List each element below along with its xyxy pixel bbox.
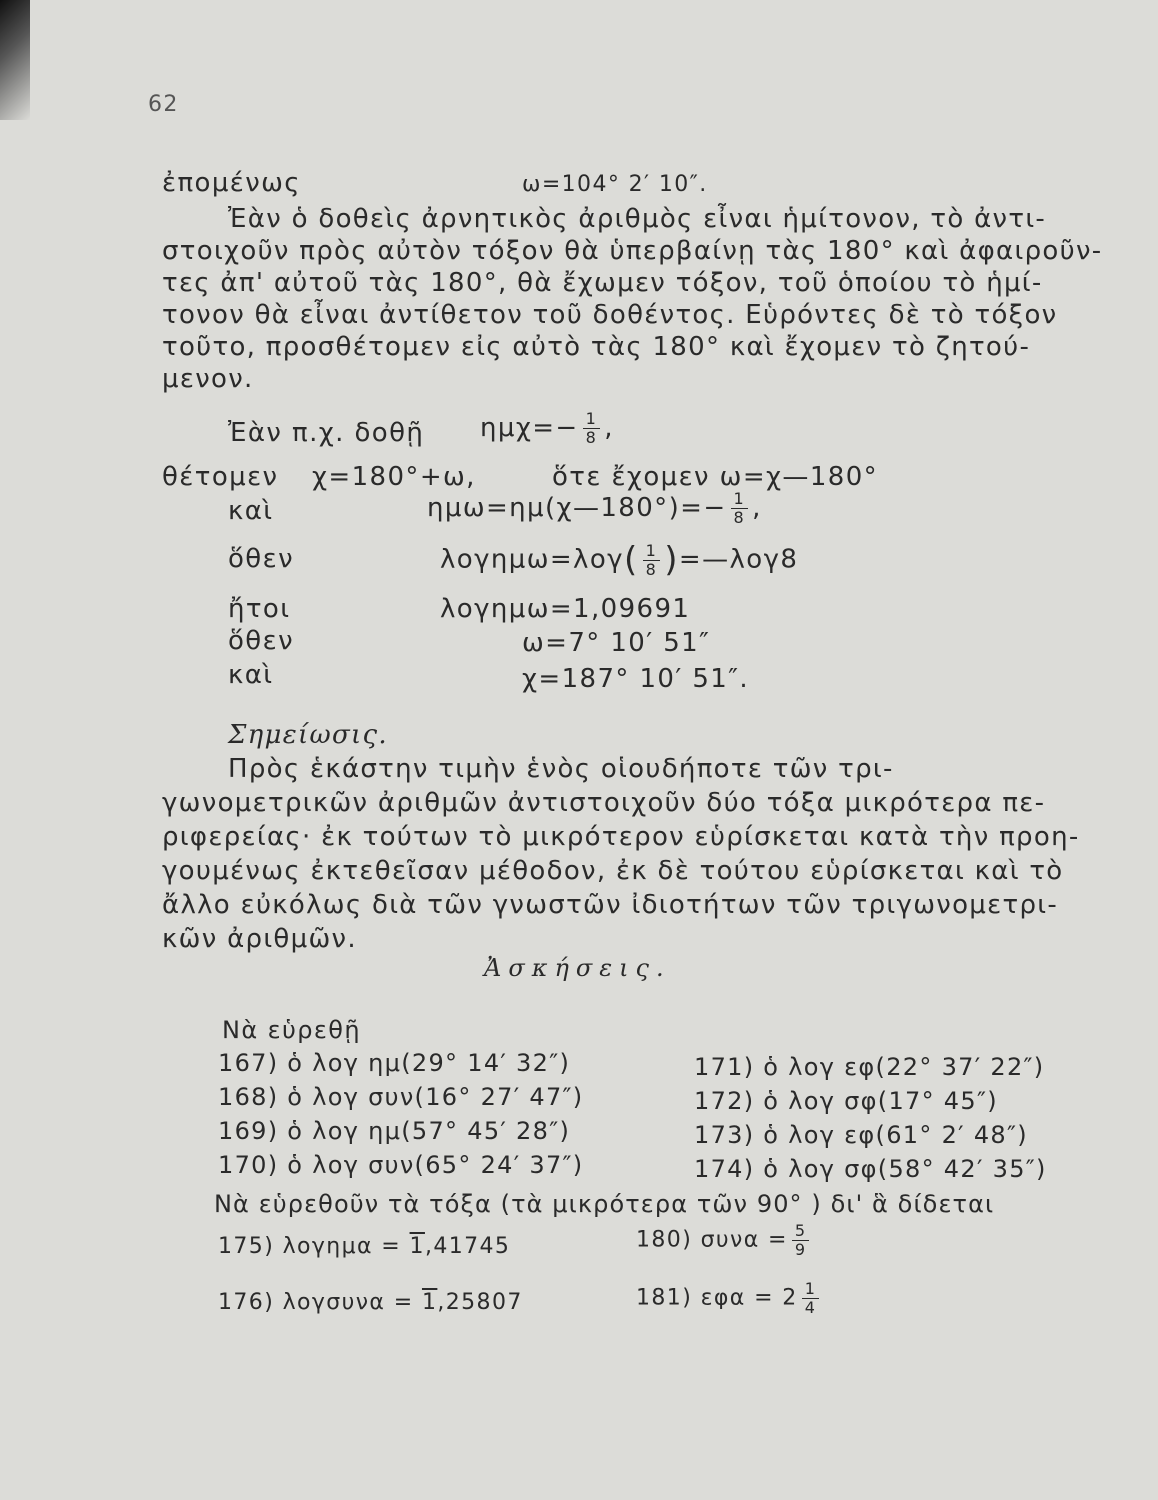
fraction-numerator: 1 — [731, 490, 749, 509]
open-paren: ( — [623, 540, 639, 580]
fraction-numerator: 1 — [583, 410, 601, 429]
exercise-item: 173) ὁ λογ εφ(61° 2′ 48″) — [694, 1121, 1028, 1149]
note-line: ριφερείας· ἐκ τούτων τὸ μικρότερον εὑρίσκεται κατὰ τὴν προη- — [162, 822, 1080, 852]
example-line-1-label: Ἐὰν π.χ. δοθῇ — [228, 418, 425, 448]
note-first-line — [162, 718, 1080, 786]
example-line-3-label: καὶ — [228, 496, 274, 526]
scan-edge-shadow — [0, 0, 30, 120]
fraction-denominator: 4 — [804, 1298, 817, 1317]
fraction-denominator: 8 — [733, 508, 746, 527]
note-line: κῶν ἀριθμῶν. — [162, 924, 357, 954]
exercises-prompt-1: Νὰ εὑρεθῇ — [222, 1016, 361, 1044]
exercise-180 — [636, 1222, 813, 1259]
close-paren: ) — [664, 540, 679, 580]
fraction — [792, 1222, 810, 1259]
fraction-numerator: 1 — [643, 542, 661, 561]
fraction-numerator: 5 — [792, 1222, 810, 1241]
example-line-6-label: ὅθεν — [228, 626, 294, 656]
example-line-4-label: ὅθεν — [228, 544, 294, 574]
intro-label: ἐπομένως — [162, 168, 301, 198]
exercise-value: ,41745 — [424, 1234, 511, 1259]
fraction — [643, 542, 661, 579]
fraction-numerator: 1 — [802, 1280, 820, 1299]
exercise-item: 171) ὁ λογ εφ(22° 37′ 22″) — [694, 1053, 1045, 1081]
exercise-176 — [218, 1290, 523, 1315]
exercise-item: 168) ὁ λογ συν(16° 27′ 47″) — [218, 1083, 584, 1111]
page-number: 62 — [148, 92, 179, 117]
exercise-item: 174) ὁ λογ σφ(58° 42′ 35″) — [694, 1155, 1047, 1183]
paragraph-1-line: τονον θὰ εἶναι ἀντίθετον τοῦ δοθέντος. Εὑρόντες δὲ τὸ τόξον — [162, 300, 1058, 330]
formula-text: λογημω=λογ — [440, 544, 624, 575]
exercise-item: 170) ὁ λογ συν(65° 24′ 37″) — [218, 1151, 584, 1179]
exercise-label: 181) εφα = 2 — [636, 1285, 798, 1311]
note-line: γωνομετρικῶν ἀριθμῶν ἀντιστοιχοῦν δύο τόξα μικρότερα πε- — [162, 788, 1046, 818]
paragraph-1-line: τοῦτο, προσθέτομεν εἰς αὐτὸ τὰς 180° καὶ ἔχομεν τὸ ζητού- — [162, 332, 1031, 362]
paragraph-1-line: μενον. — [162, 364, 254, 394]
paragraph-1 — [162, 203, 1102, 395]
example-line-3-formula — [427, 490, 762, 527]
example-line-2-formula: χ=180°+ω, — [312, 462, 476, 492]
formula-end: , — [752, 493, 762, 523]
exercise-label: 176) λογσυνα = — [218, 1290, 414, 1315]
fraction — [802, 1280, 820, 1317]
paragraph-1-line: Ἐὰν ὁ δοθεὶς ἀρνητικὸς ἀριθμὸς εἶναι ἡμίτονον, τὸ ἀντι- — [228, 204, 1047, 234]
fraction — [583, 410, 601, 447]
exercises-left-column — [218, 1046, 583, 1182]
example-line-6-formula: ω=7° 10′ 51″ — [522, 628, 711, 658]
fraction — [731, 490, 749, 527]
paragraph-1-line: στοιχοῦν πρὸς αὐτὸν τόξον θὰ ὑπερβαίνῃ τὰς 180° καὶ ἀφαιροῦν- — [162, 236, 1103, 266]
paragraph-1-line: τες ἀπ' αὐτοῦ τὰς 180°, θὰ ἔχωμεν τόξον, τοῦ ὁποίου τὸ ἡμί- — [162, 268, 1043, 298]
fraction-denominator: 8 — [645, 559, 658, 579]
example-line-7-formula: χ=187° 10′ 51″. — [522, 664, 750, 694]
bar-digit: 1 — [421, 1290, 438, 1315]
exercise-label: 175) λογημα = — [218, 1234, 402, 1259]
example-line-7-label: καὶ — [228, 660, 274, 690]
example-line-4-formula — [440, 540, 798, 580]
note-title: Σημείωσις. — [228, 720, 388, 750]
formula-end: =—λογ8 — [678, 544, 799, 575]
exercise-175 — [218, 1234, 510, 1259]
fraction-denominator: 8 — [585, 428, 598, 447]
formula-text: ημχ=− — [480, 413, 579, 443]
formula-text: ημω=ημ(χ—180°)=− — [427, 493, 727, 523]
exercises-title: Ἀσκήσεις. — [484, 954, 671, 982]
intro-formula: ω=104° 2′ 10″. — [522, 172, 708, 197]
exercise-181 — [636, 1280, 823, 1317]
example-line-2-label: θέτομεν — [162, 462, 279, 492]
note-paragraph — [162, 718, 1080, 956]
exercises-prompt-2: Νὰ εὑρεθοῦν τὰ τόξα (τὰ μικρότερα τῶν 90° ) δι' ἃ δίδεται — [214, 1190, 995, 1218]
note-line: γουμένως ἐκτεθεῖσαν μέθοδον, ἐκ δὲ τούτου εὑρίσκεται καὶ τὸ — [162, 856, 1064, 886]
exercise-label: 180) συνα = — [636, 1227, 788, 1253]
example-line-1-formula — [480, 410, 614, 447]
exercise-value: ,25807 — [437, 1290, 523, 1315]
exercise-item: 169) ὁ λογ ημ(57° 45′ 28″) — [218, 1117, 571, 1145]
bar-digit: 1 — [409, 1234, 425, 1259]
example-line-5-label: ἤτοι — [228, 594, 291, 624]
example-line-5-formula: λογημω=1,09691 — [440, 594, 691, 624]
example-line-2-tail: ὅτε ἔχομεν ω=χ—180° — [552, 462, 879, 492]
note-line: Πρὸς ἑκάστην τιμὴν ἑνὸς οἱουδήποτε τῶν τρι- — [228, 754, 894, 784]
note-line: ἄλλο εὐκόλως διὰ τῶν γνωστῶν ἰδιοτήτων τῶν τριγωνομετρι- — [162, 890, 1059, 920]
exercise-item: 172) ὁ λογ σφ(17° 45″) — [694, 1087, 998, 1115]
formula-end: , — [604, 413, 614, 443]
fraction-denominator: 9 — [794, 1240, 807, 1259]
exercise-item: 167) ὁ λογ ημ(29° 14′ 32″) — [218, 1049, 571, 1077]
exercises-right-column — [694, 1050, 1047, 1186]
